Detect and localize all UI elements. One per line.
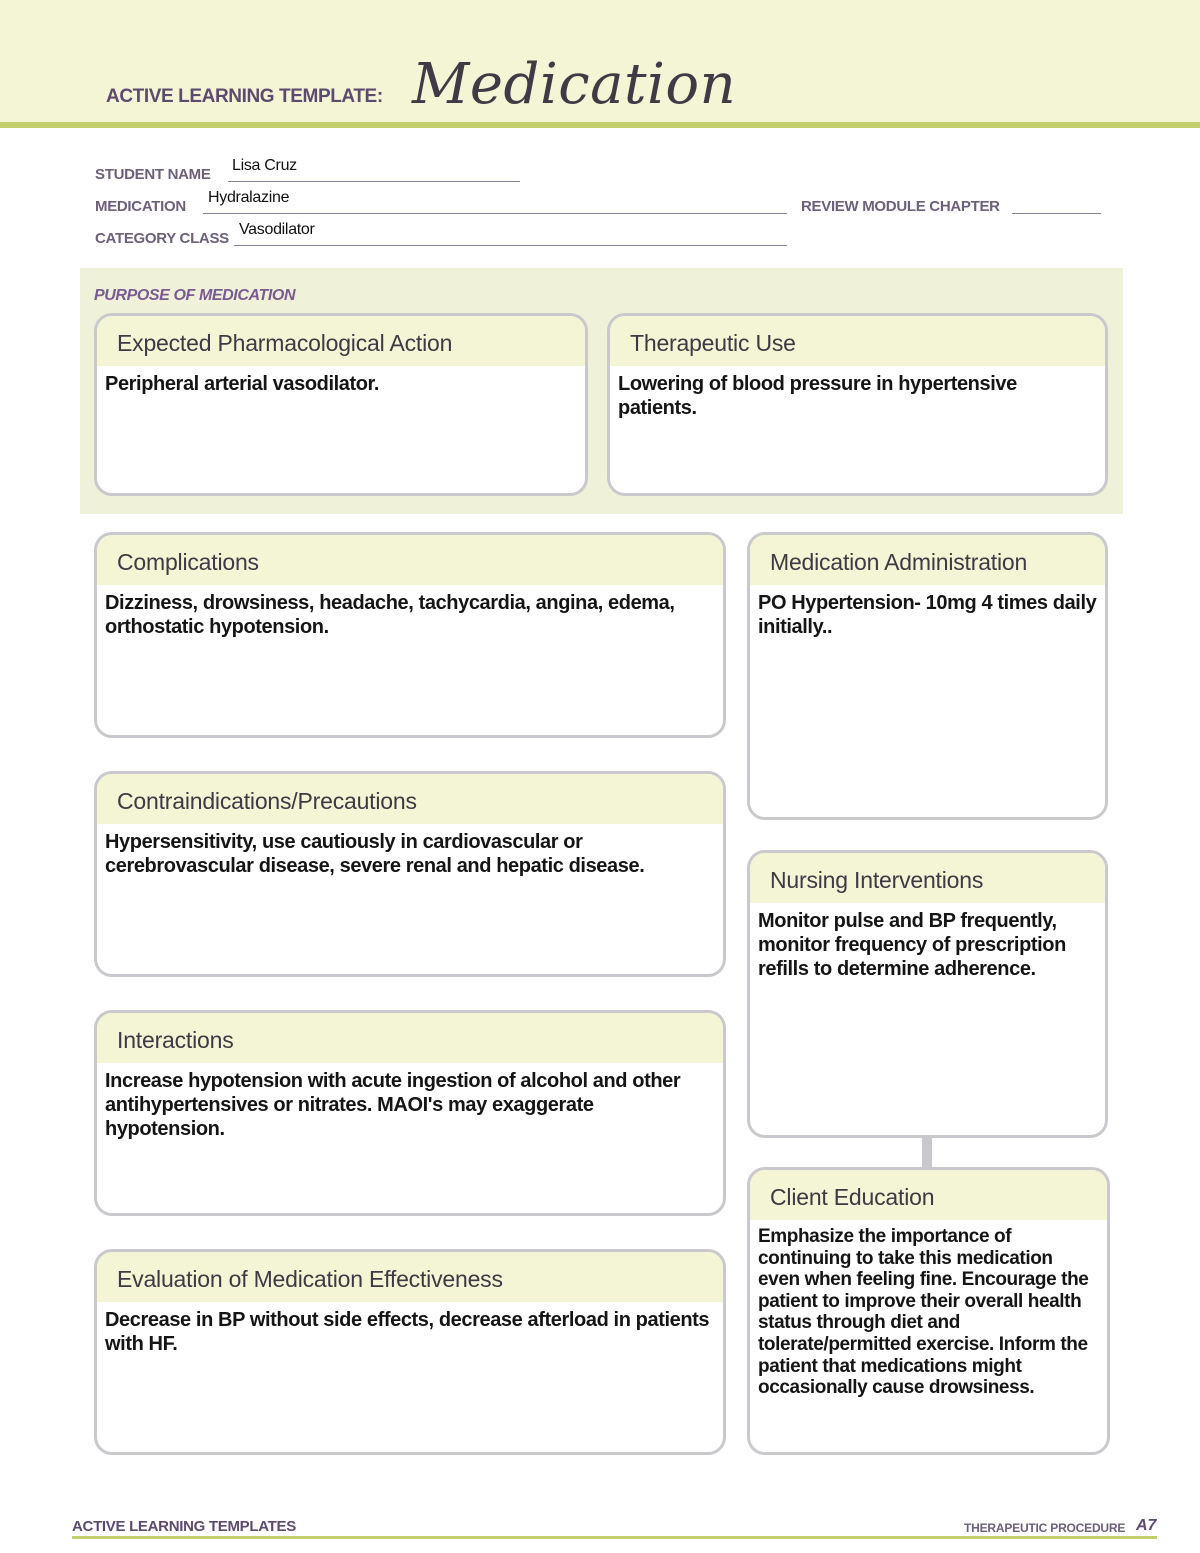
administration-card — [747, 532, 1108, 820]
expected-action-card — [94, 313, 588, 496]
column-connector — [922, 1137, 932, 1167]
nursing-interventions-card — [747, 850, 1108, 1138]
complications-body[interactable]: Dizziness, drowsiness, headache, tachycardia, angina, edema, orthostatic hypotension. — [105, 592, 675, 638]
evaluation-title: Evaluation of Medication Effectiveness — [97, 1252, 723, 1302]
nursing-interventions-body[interactable]: Monitor pulse and BP frequently, monitor frequency of prescription refills to determine adherence. — [758, 910, 1066, 980]
therapeutic-use-card — [607, 313, 1108, 496]
contraindications-body[interactable]: Hypersensitivity, use cautiously in cardiovascular or cerebrovascular disease, severe renal and hepatic disease. — [105, 831, 645, 877]
medication-label: MEDICATION — [95, 198, 186, 215]
header-divider — [0, 122, 1200, 128]
category-class-value[interactable]: Vasodilator — [239, 221, 315, 238]
medication-line — [203, 213, 787, 214]
student-name-value[interactable]: Lisa Cruz — [232, 157, 297, 174]
evaluation-body[interactable]: Decrease in BP without side effects, decrease afterload in patients with HF. — [105, 1309, 710, 1355]
student-name-line — [228, 181, 520, 182]
therapeutic-use-title: Therapeutic Use — [610, 316, 1105, 366]
footer-procedure-label: THERAPEUTIC PROCEDURE — [964, 1521, 1126, 1535]
interactions-body[interactable]: Increase hypotension with acute ingestion of alcohol and other antihypertensives or nitrates. MAOI's may exaggerate hypotension. — [105, 1070, 681, 1140]
purpose-label: PURPOSE OF MEDICATION — [94, 287, 296, 304]
interactions-card — [94, 1010, 726, 1216]
medication-value[interactable]: Hydralazine — [208, 189, 290, 206]
administration-body[interactable]: PO Hypertension- 10mg 4 times daily initially.. — [758, 592, 1097, 638]
client-education-body[interactable]: Emphasize the importance of continuing to take this medication even when feeling fine. Encourage the patient to improve their overall health status through diet and tolerate/permitted exercise. Inform the patient that medications might occasionally cause drowsiness. — [758, 1226, 1089, 1399]
complications-card — [94, 532, 726, 738]
page-title: Medication — [412, 52, 737, 117]
administration-title: Medication Administration — [750, 535, 1105, 585]
interactions-title: Interactions — [97, 1013, 723, 1063]
template-prefix: ACTIVE LEARNING TEMPLATE: — [106, 86, 383, 107]
student-name-label: STUDENT NAME — [95, 166, 211, 183]
category-class-label: CATEGORY CLASS — [95, 230, 229, 247]
contraindications-title: Contraindications/Precautions — [97, 774, 723, 824]
expected-action-body[interactable]: Peripheral arterial vasodilator. — [105, 373, 379, 395]
page-number: A7 — [1136, 1517, 1157, 1534]
client-education-card — [747, 1167, 1110, 1455]
complications-title: Complications — [97, 535, 723, 585]
category-class-line — [234, 245, 787, 246]
evaluation-card — [94, 1249, 726, 1455]
client-education-title: Client Education — [750, 1170, 1107, 1220]
review-module-chapter-line — [1012, 213, 1101, 214]
therapeutic-use-body[interactable]: Lowering of blood pressure in hypertensive patients. — [618, 373, 1017, 419]
expected-action-title: Expected Pharmacological Action — [97, 316, 585, 366]
contraindications-card — [94, 771, 726, 977]
footer-divider — [72, 1536, 1157, 1539]
review-module-chapter-label: REVIEW MODULE CHAPTER — [801, 198, 1000, 215]
nursing-interventions-title: Nursing Interventions — [750, 853, 1105, 903]
footer-series-label: ACTIVE LEARNING TEMPLATES — [72, 1518, 296, 1535]
